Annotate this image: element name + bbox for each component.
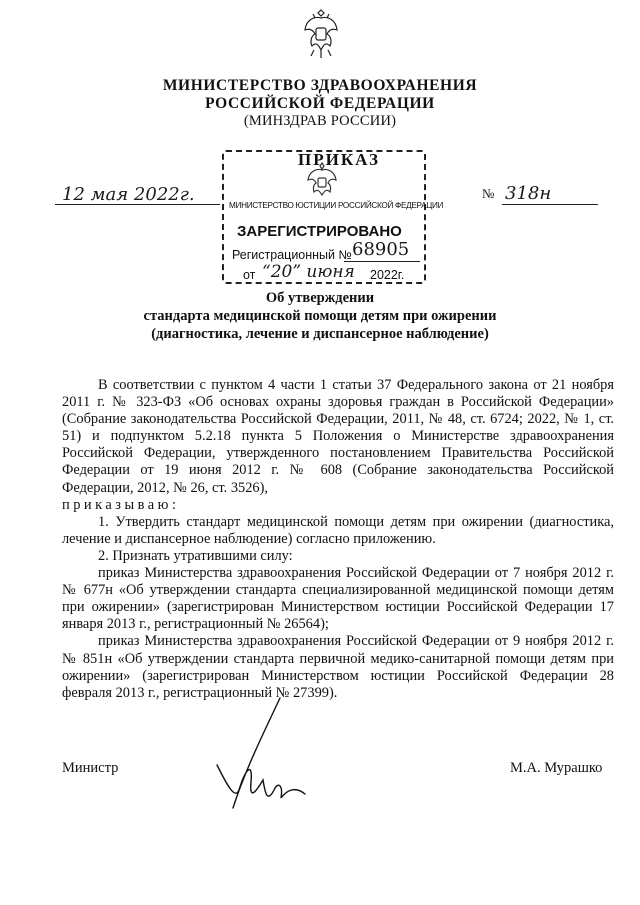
stamp-reg-label: Регистрационный № <box>232 248 352 262</box>
order-number-line <box>502 204 598 205</box>
subject-line1: Об утверждении <box>265 290 375 306</box>
stamp-reg-number: 68905 <box>352 239 410 260</box>
stamp-status: ЗАРЕГИСТРИРОВАНО <box>237 223 402 240</box>
signature-position: Министр <box>62 760 119 776</box>
subject-line2: стандарта медицинской помощи детям при ожирении <box>143 308 497 324</box>
order-number-prefix: № <box>482 186 495 201</box>
command-word: приказываю: <box>62 496 180 513</box>
order-number: 318н <box>505 183 552 204</box>
item-1: 1. Утвердить стандарт медицинской помощи детям при ожирении (диагностика, лечение и диспансерное наблюдение) согласно приложению. <box>62 513 614 547</box>
signature-name: М.А. Мурашко <box>510 760 603 776</box>
item-2b: приказ Министерства здравоохранения Российской Федерации от 9 ноября 2012 г. № 851н «Об утверждении стандарта первичной медико-санитарной помощи детям при ожирении» (зарегистрирован Министерством юстиции Российской Федерации 28 февраля 2013 г., регистрационный № 27399). <box>62 633 614 701</box>
subject-line3: (диагностика, лечение и диспансерное наблюдение) <box>151 326 489 342</box>
stamp-reg-line <box>344 261 420 262</box>
order-date-line <box>55 204 220 205</box>
stamp-ministry: МИНИСТЕРСТВО ЮСТИЦИИ РОССИЙСКОЙ ФЕДЕРАЦИИ <box>229 201 444 210</box>
ministry-name-line2: РОССИЙСКОЙ ФЕДЕРАЦИИ <box>205 95 435 112</box>
item-2: 2. Признать утратившими силу: <box>98 547 293 564</box>
preamble-paragraph: В соответствии с пунктом 4 части 1 статьи 37 Федерального закона от 21 ноября 2011 г. № 323-ФЗ «Об основах охраны здоровья граждан в Российской Федерации» (Собрание законодательства Российской Федерации, 2011, № 48, ст. 6724; 2022, № 1, ст. 51) и подпунктом 5.2.18 пункта 5 Положения о Министерстве здравоохранения Российской Федерации, утвержденного постановлением Правительства Российской Федерации от 19 июня 2012 г. № 608 (Собрание законодательства Российской Федерации, 2012, № 26, ст. 3526), <box>62 377 614 496</box>
handwritten-signature <box>205 690 325 820</box>
coat-of-arms-emblem <box>302 6 340 62</box>
order-date: 12 мая 2022г. <box>62 184 195 205</box>
item-2a: приказ Министерства здравоохранения Российской Федерации от 7 ноября 2012 г. № 677н «Об утверждении стандарта специализированной медицинской помощи детям при ожирении» (зарегистрирован Министерством юстиции Российской Федерации 17 января 2013 г., регистрационный № 26564); <box>62 565 614 633</box>
order-title: ПРИКАЗ <box>298 150 380 169</box>
ministry-name-line1: МИНИСТЕРСТВО ЗДРАВООХРАНЕНИЯ <box>162 77 478 94</box>
stamp-date: “20” июня <box>262 262 355 282</box>
stamp-date-prefix: от <box>243 268 256 282</box>
stamp-year: 2022г. <box>370 268 405 282</box>
document-body <box>62 377 614 702</box>
ministry-short-name: (МИНЗДРАВ РОССИИ) <box>243 113 397 129</box>
